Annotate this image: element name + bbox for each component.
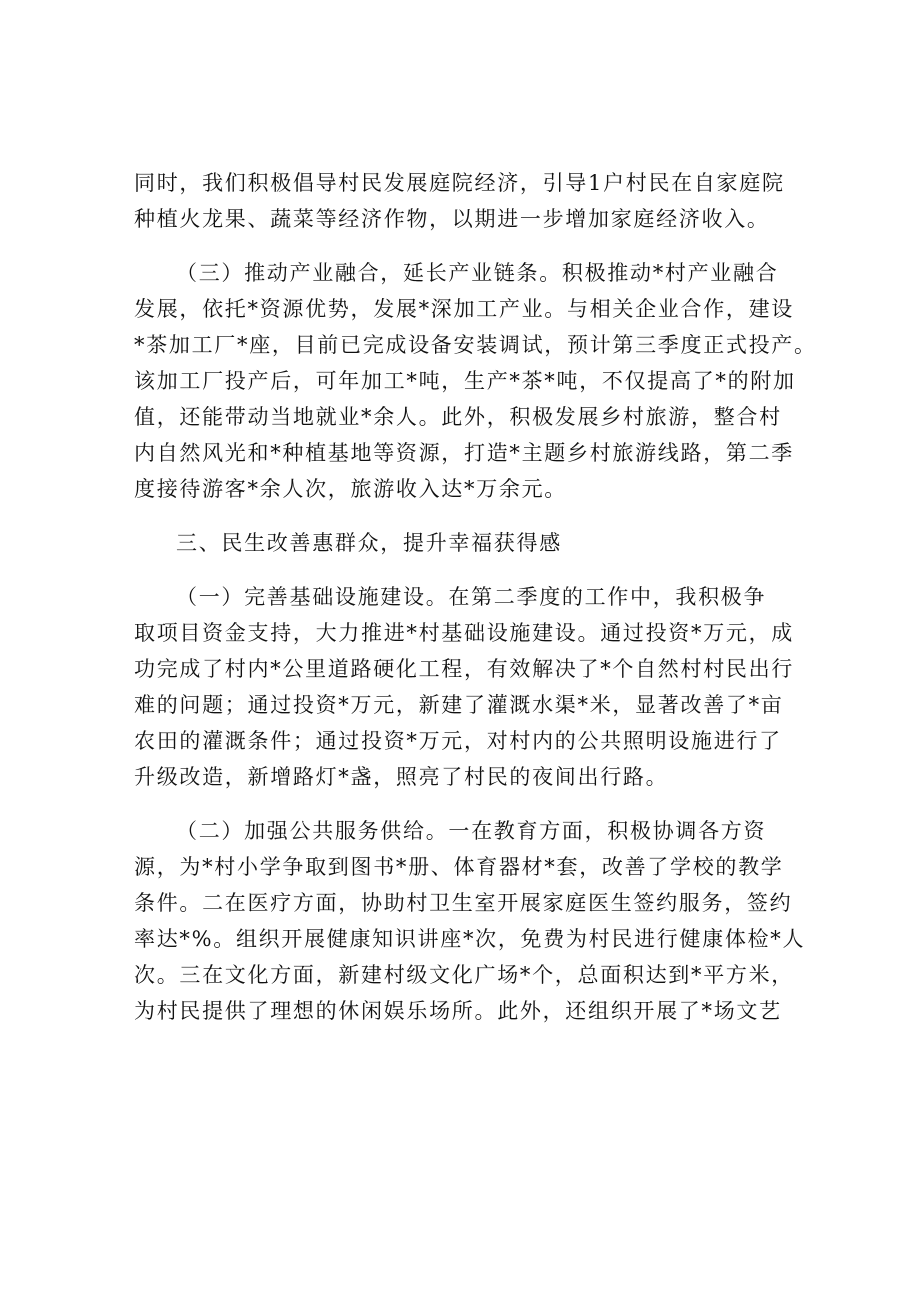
text-line: 农田的灌溉条件；通过投资*万元，对村内的公共照明设施进行了 — [134, 729, 782, 753]
text-line: 发展，依托*资源优势，发展*深加工产业。与相关企业合作，建设 — [134, 297, 794, 321]
text-line: 次。三在文化方面，新建村级文化广场*个，总面积达到*平方米， — [134, 963, 794, 987]
text-line: 为村民提供了理想的休闲娱乐场所。此外，还组织开展了*场文艺 — [134, 999, 782, 1023]
paragraph-infrastructure — [134, 579, 794, 795]
text-line: 内自然风光和*种植基地等资源，打造*主题乡村旅游线路，第二季 — [134, 441, 794, 465]
text-line: 率达*%。组织开展健康知识讲座*次，免费为村民进行健康体检*人 — [134, 927, 806, 951]
text-line: （三）推动产业融合，延长产业链条。积极推动*村产业融合 — [176, 261, 779, 285]
text-line: 取项目资金支持，大力推进*村基础设施建设。通过投资*万元，成 — [134, 621, 794, 645]
text-line: （二）加强公共服务供给。一在教育方面，积极协调各方资 — [176, 819, 767, 843]
section-heading-livelihood — [134, 525, 794, 561]
paragraph-industry-integration — [134, 255, 817, 507]
text-line: *茶加工厂*座，目前已完成设备安装调试，预计第三季度正式投产。 — [134, 333, 817, 357]
text-line: 同时，我们积极倡导村民发展庭院经济，引导1户村民在自家庭院 — [134, 171, 785, 195]
text-line: （一）完善基础设施建设。在第二季度的工作中，我积极争 — [176, 585, 767, 609]
text-line: 值，还能带动当地就业*余人。此外，积极发展乡村旅游，整合村 — [134, 405, 782, 429]
text-line: 条件。二在医疗方面，协助村卫生室开展家庭医生签约服务，签约 — [134, 891, 793, 915]
text-line: 功完成了村内*公里道路硬化工程，有效解决了*个自然村村民出行 — [134, 657, 794, 681]
text-line: 种植火龙果、蔬菜等经济作物，以期进一步增加家庭经济收入。 — [134, 207, 770, 231]
text-line: 度接待游客*余人次，旅游收入达*万余元。 — [134, 477, 567, 501]
text-line: 该加工厂投产后，可年加工*吨，生产*茶*吨，不仅提高了*的附加 — [134, 369, 796, 393]
text-line: 难的问题；通过投资*万元，新建了灌溉水渠*米，显著改善了*亩 — [134, 693, 784, 717]
paragraph-courtyard-economy — [134, 165, 794, 237]
text-line: 源，为*村小学争取到图书*册、体育器材*套，改善了学校的教学 — [134, 855, 784, 879]
document-body — [134, 165, 817, 1029]
paragraph-public-services — [134, 813, 806, 1029]
section-heading: 三、民生改善惠群众，提升幸福获得感 — [176, 531, 562, 555]
text-line: 升级改造，新增路灯*盏，照亮了村民的夜间出行路。 — [134, 765, 669, 789]
